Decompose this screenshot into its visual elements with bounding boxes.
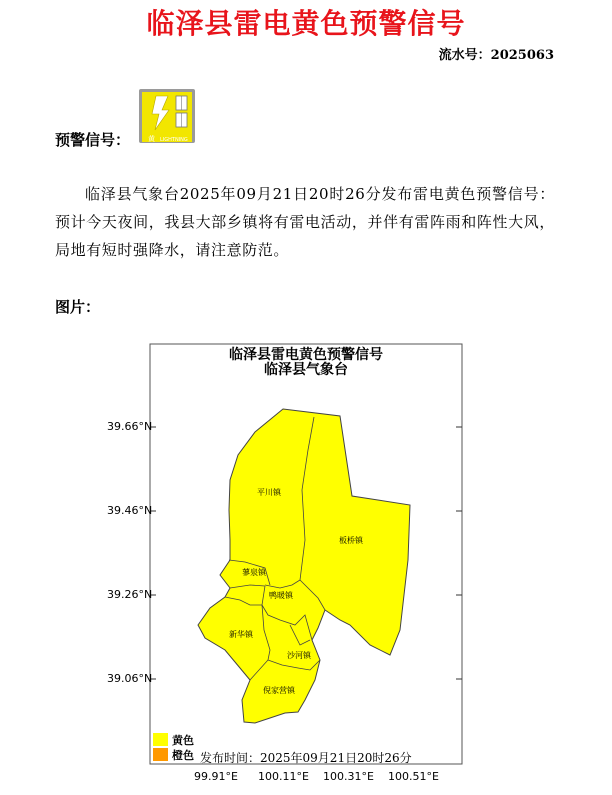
serial-number: 流水号：2025063 (438, 48, 554, 63)
warning-paragraph: 临泽县气象台2025年09月21日20时26分发布雷电黄色预警信号：预计今天夜间，我县大部乡镇将有雷电活动，并伴有雷阵雨和阵性大风，局地有短时强降水，请注意防范。 (55, 185, 555, 259)
legend-swatch-orange (153, 748, 168, 761)
lon-label: 100.11°E (258, 770, 309, 783)
lat-label: 39.46°N (107, 504, 153, 517)
lat-label: 39.66°N (107, 420, 153, 433)
lat-label: 39.06°N (107, 672, 153, 685)
town-label: 沙河镇 (287, 651, 311, 660)
town-label: 新华镇 (229, 630, 253, 639)
page-title: 临泽县雷电黄色预警信号 (146, 7, 466, 40)
lon-label: 100.51°E (388, 770, 439, 783)
legend-label-yellow: 黄色 (172, 734, 194, 747)
lon-label: 100.31°E (323, 770, 374, 783)
legend-label-orange: 橙色 (172, 749, 194, 762)
town-label: 平川镇 (257, 488, 281, 497)
town-label: 板桥镇 (339, 536, 363, 545)
town-label: 鸭暖镇 (269, 591, 293, 600)
legend-swatch-yellow (153, 733, 168, 746)
lon-label: 99.91°E (194, 770, 238, 783)
badge-cn-text: 黄 (148, 135, 155, 143)
town-label: 倪家营镇 (263, 686, 295, 695)
badge-en-text: LIGHTNING (160, 137, 188, 143)
town-label: 蓼泉镇 (242, 568, 266, 577)
picture-label: 图片： (55, 298, 101, 316)
map-subtitle: 临泽县气象台 (264, 362, 348, 378)
map-title: 临泽县雷电黄色预警信号 (229, 347, 383, 363)
signal-label: 预警信号： (55, 131, 131, 149)
lat-label: 39.26°N (107, 588, 153, 601)
publish-time: 发布时间：2025年09月21日20时26分 (200, 751, 412, 765)
